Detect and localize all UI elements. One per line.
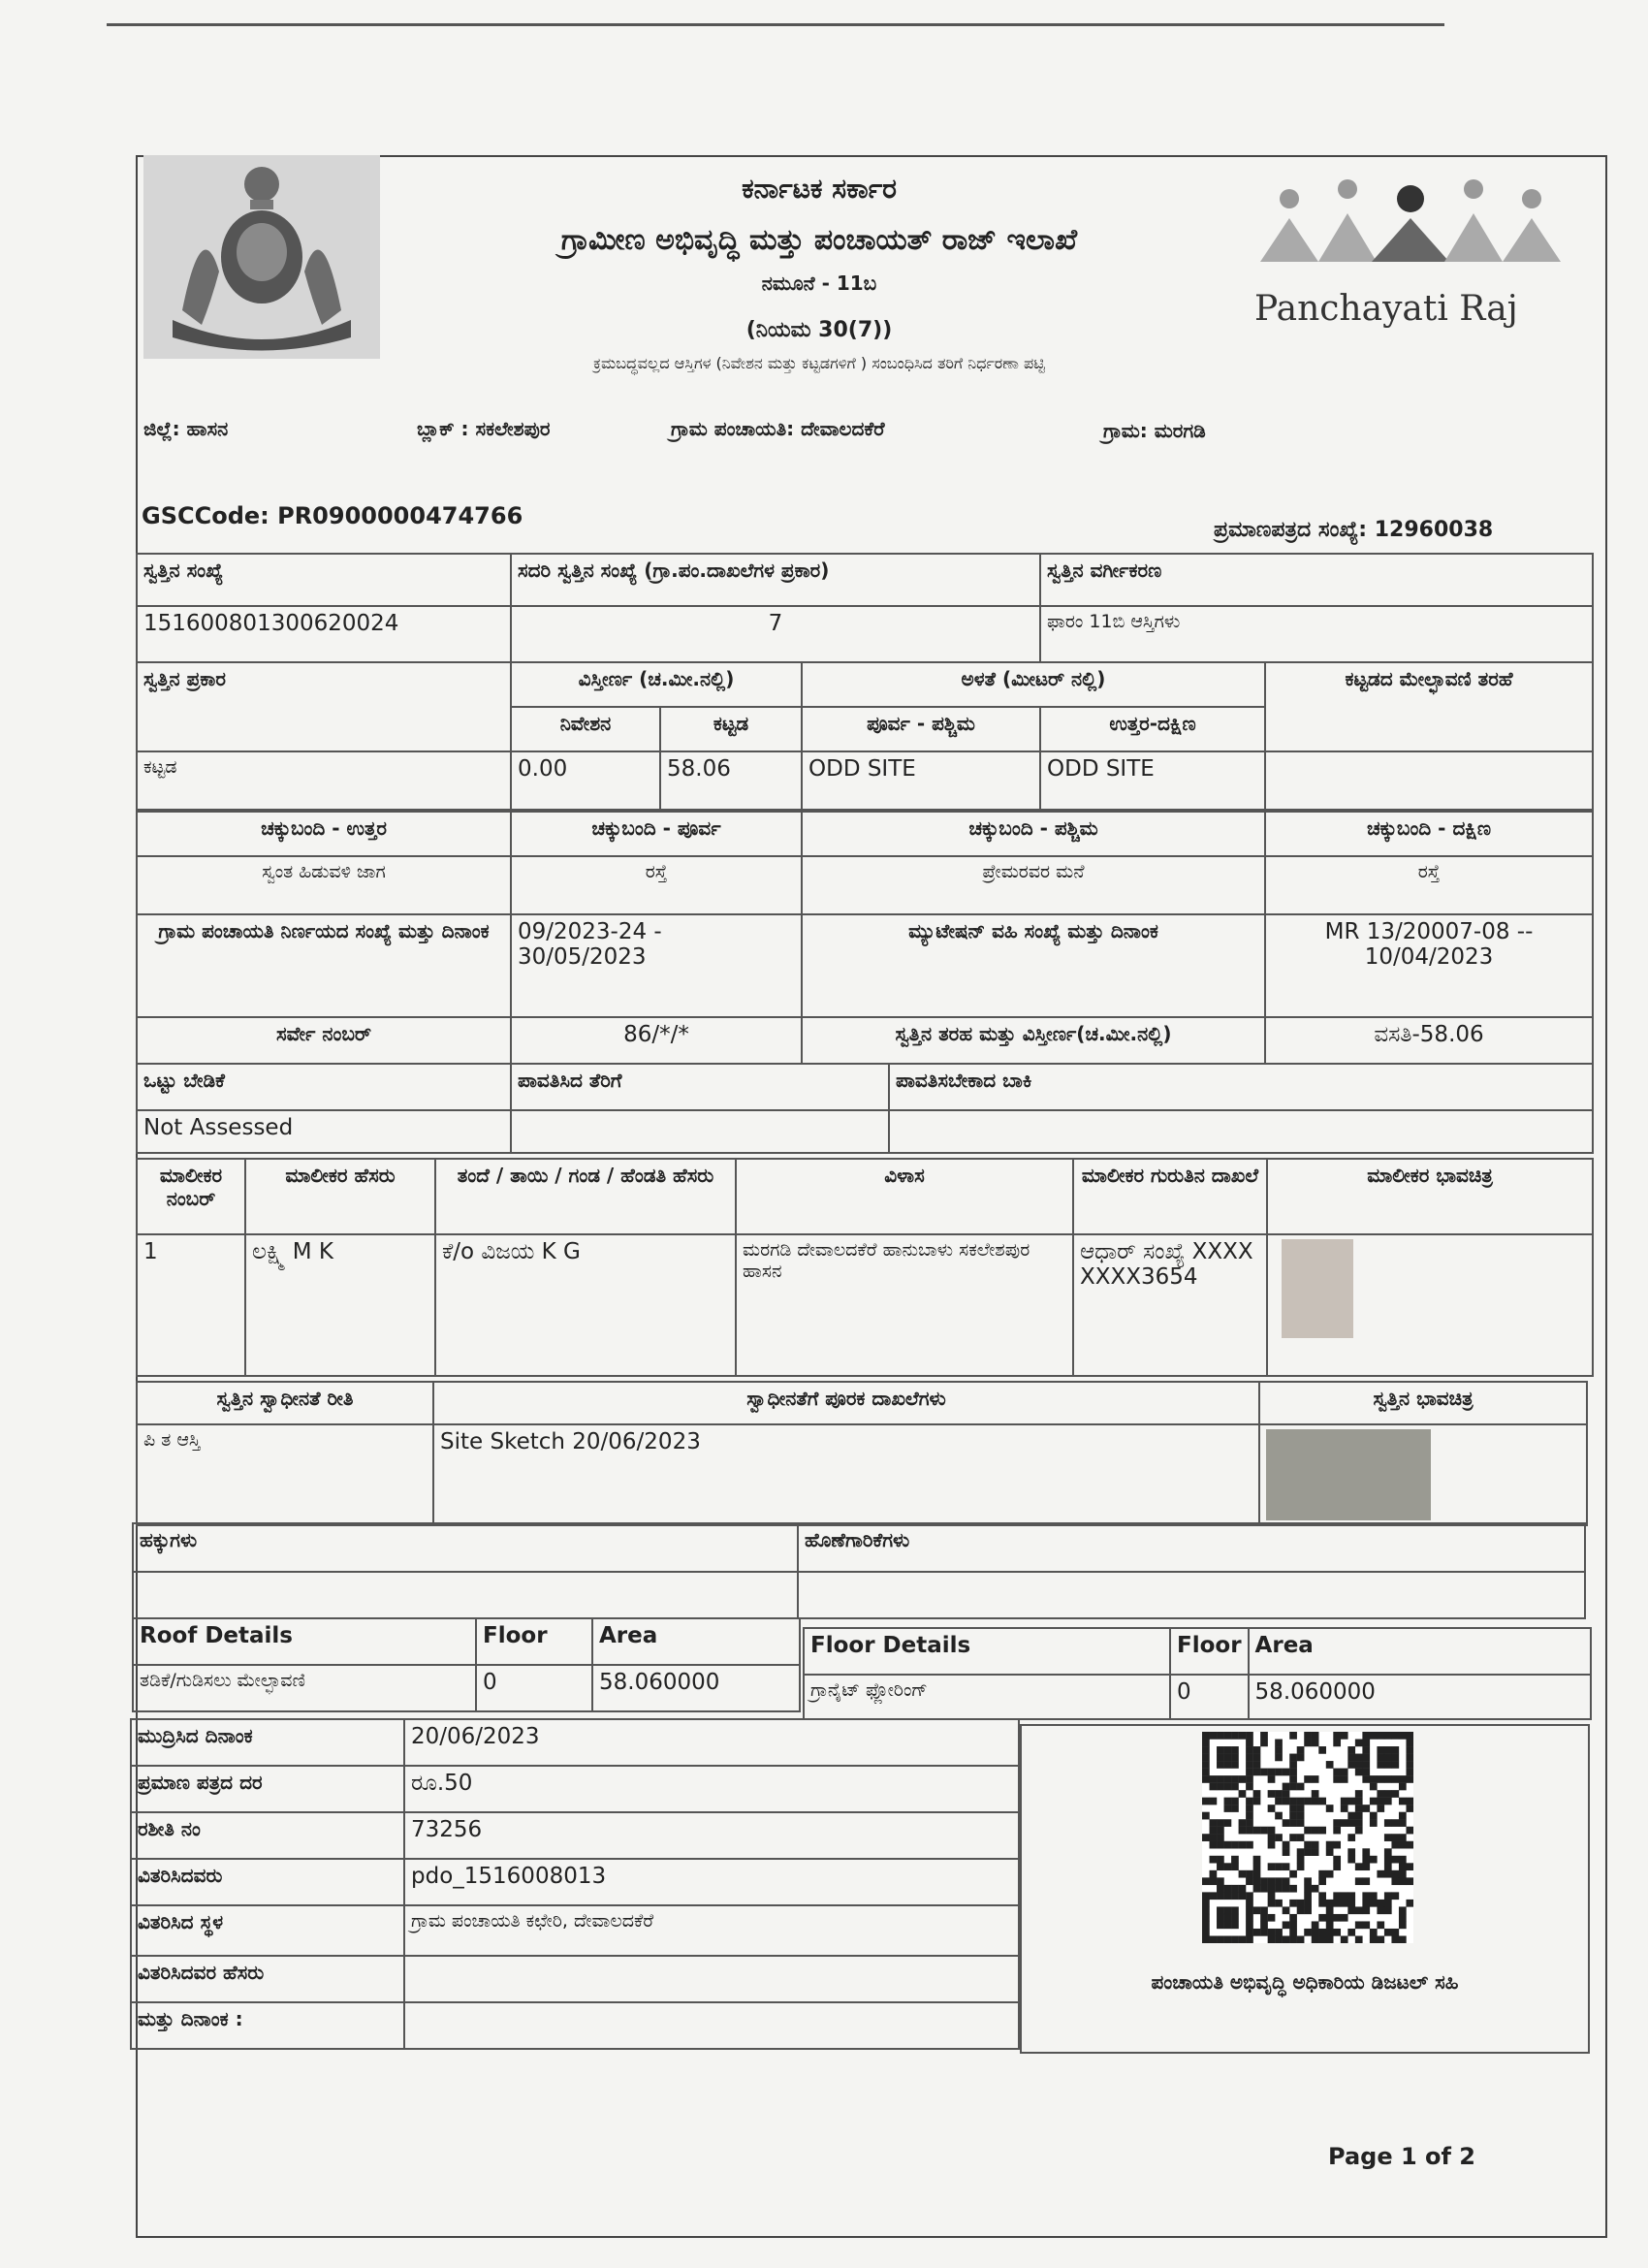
- karnataka-emblem: [143, 155, 380, 359]
- survey-value: 86/*/*: [511, 1017, 802, 1064]
- sadari-no-label: ಸದರಿ ಸ್ವತ್ತಿನ ಸಂಖ್ಯೆ (ಗ್ರಾ.ಪಂ.ದಾಖಲೆಗಳ ಪ್ರಕಾರ): [511, 554, 1040, 606]
- mutation-label: ಮ್ಯುಟೇಷನ್ ವಹಿ ಸಂಖ್ಯೆ ಮತ್ತು ದಿನಾಂಕ: [802, 914, 1265, 1017]
- rights-label: ಹಕ್ಕುಗಳು: [133, 1523, 798, 1572]
- building-label: ಕಟ್ಟಡ: [660, 707, 802, 751]
- sadari-no-value: 7: [511, 606, 1040, 662]
- site-area-value: 0.00: [511, 751, 660, 810]
- north-boundary-value: ಸ್ವಂತ ಹಿಡುವಳಿ ಜಾಗ: [137, 856, 511, 914]
- panchayati-raj-text: Panchayati Raj: [1254, 289, 1518, 329]
- survey-label: ಸರ್ವೇ ನಂಬರ್: [137, 1017, 511, 1064]
- liabilities-value: [798, 1572, 1585, 1618]
- qr-code: [1202, 1732, 1413, 1943]
- floor-floor-value: 0: [1170, 1675, 1249, 1719]
- roof-floor-header: Floor: [476, 1618, 592, 1665]
- fee-value: ರೂ.50: [404, 1766, 1019, 1812]
- total-demand-value: Not Assessed: [137, 1110, 511, 1153]
- balance-value: [889, 1110, 1593, 1153]
- rights-value: [133, 1572, 798, 1618]
- roof-details-table: [132, 1617, 801, 1712]
- printed-date-value: 20/06/2023: [404, 1719, 1019, 1766]
- classification-value: ಫಾರಂ 11ಬಿ ಆಸ್ತಿಗಳು: [1040, 606, 1593, 662]
- block: ಬ್ಲಾಕ್ : ಸಕಲೇಶಪುರ: [417, 417, 551, 440]
- top-rule: [107, 23, 1444, 26]
- property-photo-label: ಸ್ವತ್ತಿನ ಭಾವಚಿತ್ರ: [1259, 1382, 1587, 1424]
- property-photo: [1266, 1429, 1431, 1520]
- area-label: ವಿಸ್ತೀರ್ಣ (ಚ.ಮೀ.ನಲ್ಲಿ): [511, 662, 802, 707]
- survey-table: [136, 1016, 1594, 1065]
- owner-address-value: ಮರಗಡಿ ದೇವಾಲದಕೆರೆ ಹಾನುಬಾಳು ಸಕಲೇಶಪುರ ಹಾಸನ: [736, 1234, 1073, 1376]
- floor-area-value: 58.060000: [1249, 1675, 1591, 1719]
- issuer-name-label: ವಿತರಿಸಿದವರ ಹೆಸರು: [131, 1956, 404, 2002]
- floor-area-header: Area: [1249, 1628, 1591, 1675]
- west-boundary-label: ಚಕ್ಕುಬಂದಿ - ಪಶ್ಚಿಮ: [802, 812, 1265, 856]
- south-boundary-value: ರಸ್ತೆ: [1265, 856, 1593, 914]
- north-south-value: ODD SITE: [1040, 751, 1265, 810]
- type-area-label: ಸ್ವತ್ತಿನ ತರಹ ಮತ್ತು ವಿಸ್ತೀರ್ಣ(ಚ.ಮೀ.ನಲ್ಲಿ): [802, 1017, 1265, 1064]
- tax-table: [136, 1063, 1594, 1154]
- balance-label: ಪಾವತಿಸಬೇಕಾದ ಬಾಕಿ: [889, 1064, 1593, 1110]
- decision-label: ಗ್ರಾಮ ಪಂಚಾಯತಿ ನಿರ್ಣಯದ ಸಂಖ್ಯೆ ಮತ್ತು ದಿನಾಂಕ: [137, 914, 511, 1017]
- issue-place-value: ಗ್ರಾಮ ಪಂಚಾಯತಿ ಕಛೇರಿ, ದೇವಾಲದಕೆರೆ: [404, 1905, 1019, 1956]
- issuer-name-value: [404, 1956, 1019, 2002]
- owner-id-value: ಆಧಾರ್ ಸಂಖ್ಯೆ XXXXXXXX3654: [1073, 1234, 1267, 1376]
- floor-floor-header: Floor: [1170, 1628, 1249, 1675]
- site-label: ನಿವೇಶನ: [511, 707, 660, 751]
- west-boundary-value: ಪ್ರೇಮರವರ ಮನೆ: [802, 856, 1265, 914]
- department-title: ಗ್ರಾಮೀಣ ಅಭಿವೃದ್ಧಿ ಮತ್ತು ಪಂಚಾಯತ್ ರಾಜ್ ಇಲಾಖೆ: [560, 223, 1078, 257]
- east-boundary-label: ಚಕ್ಕುಬಂದಿ - ಪೂರ್ವ: [511, 812, 802, 856]
- issue-date-value: [404, 2002, 1019, 2049]
- property-type-table: [136, 661, 1594, 811]
- receipt-label: ರಶೀತಿ ನಂ: [131, 1812, 404, 1859]
- issued-by-value: pdo_1516008013: [404, 1859, 1019, 1905]
- property-no-value: 151600801300620024: [137, 606, 511, 662]
- floor-details-header: Floor Details: [804, 1628, 1170, 1675]
- boundaries-table: [136, 811, 1594, 915]
- gsc-code: GSCCode: PR0900000474766: [142, 502, 523, 529]
- panchayati-raj-logo: [1251, 175, 1570, 349]
- tax-paid-label: ಪಾವತಿಸಿದ ತೆರಿಗೆ: [511, 1064, 889, 1110]
- classification-label: ಸ್ವತ್ತಿನ ವರ್ಗೀಕರಣ: [1040, 554, 1593, 606]
- acquisition-docs-label: ಸ್ವಾಧೀನತೆಗೆ ಪೂರಕ ದಾಖಲೆಗಳು: [433, 1382, 1259, 1424]
- property-type-value: ಕಟ್ಟಡ: [137, 751, 511, 810]
- form-name: ನಮೂನೆ - 11ಬ: [761, 272, 877, 295]
- acquisition-mode-label: ಸ್ವತ್ತಿನ ಸ್ವಾಧೀನತೆ ರೀತಿ: [137, 1382, 433, 1424]
- building-area-value: 58.06: [660, 751, 802, 810]
- gram-panchayat: ಗ್ರಾಮ ಪಂಚಾಯತಿ: ದೇವಾಲದಕೆರೆ: [671, 417, 885, 440]
- owner-parent-label: ತಂದೆ / ತಾಯಿ / ಗಂಡ / ಹೆಂಡತಿ ಹೆಸರು: [435, 1159, 736, 1234]
- east-boundary-value: ರಸ್ತೆ: [511, 856, 802, 914]
- property-type-label: ಸ್ವತ್ತಿನ ಪ್ರಕಾರ: [137, 662, 511, 751]
- owner-photo-label: ಮಾಲೀಕರ ಭಾವಚಿತ್ರ: [1267, 1159, 1593, 1234]
- floor-type-value: ಗ್ರಾನೈಟ್ ಫ್ಲೋರಿಂಗ್: [804, 1675, 1170, 1719]
- roof-floor-value: 0: [476, 1665, 592, 1711]
- acquisition-mode-value: ಪಿ ತ ಆಸ್ತಿ: [137, 1424, 433, 1525]
- owner-photo: [1282, 1239, 1353, 1338]
- page-number: Page 1 of 2: [1328, 2143, 1475, 2170]
- printed-date-label: ಮುದ್ರಿಸಿದ ದಿನಾಂಕ: [131, 1719, 404, 1766]
- mutation-value: MR 13/20007-08 -- 10/04/2023: [1265, 914, 1593, 1017]
- village: ಗ್ರಾಮ: ಮರಗಡಿ: [1103, 419, 1206, 442]
- south-boundary-label: ಚಕ್ಕುಬಂದಿ - ದಕ್ಷಿಣ: [1265, 812, 1593, 856]
- dimension-label: ಅಳತೆ (ಮೀಟರ್ ನಲ್ಲಿ): [802, 662, 1265, 707]
- district: ಜಿಲ್ಲೆ: ಹಾಸನ: [143, 417, 229, 440]
- issued-by-label: ವಿತರಿಸಿದವರು: [131, 1859, 404, 1905]
- owner-parent-value: ಕೆ/o ವಿಜಯ K G: [435, 1234, 736, 1376]
- east-west-label: ಪೂರ್ವ - ಪಶ್ಚಿಮ: [802, 707, 1040, 751]
- type-area-value: ವಸತಿ-58.06: [1265, 1017, 1593, 1064]
- north-boundary-label: ಚಕ್ಕುಬಂದಿ - ಉತ್ತರ: [137, 812, 511, 856]
- owner-no-label: ಮಾಲೀಕರ ನಂಬರ್: [137, 1159, 245, 1234]
- form-subtitle: ಕ್ರಮಬದ್ಧವಲ್ಲದ ಆಸ್ತಿಗಳ (ನಿವೇಶನ ಮತ್ತು ಕಟ್ಟಡಗಳಿಗೆ ) ಸಂಬಂಧಿಸಿದ ತರಿಗೆ ನಿರ್ಧರಣಾ ಪಟ್ಟಿ: [593, 354, 1045, 372]
- owner-photo-cell: [1267, 1234, 1593, 1376]
- floor-details-table: [803, 1627, 1592, 1720]
- roof-area-header: Area: [592, 1618, 800, 1665]
- acquisition-table: [136, 1381, 1588, 1526]
- rule-ref: (ನಿಯಮ 30(7)): [745, 318, 893, 342]
- fee-label: ಪ್ರಮಾಣ ಪತ್ರದ ದರ: [131, 1766, 404, 1812]
- property-photo-cell: [1259, 1424, 1587, 1525]
- property-no-label: ಸ್ವತ್ತಿನ ಸಂಖ್ಯೆ: [137, 554, 511, 606]
- issue-table: [130, 1718, 1020, 2050]
- issue-date-label: ಮತ್ತು ದಿನಾಂಕ :: [131, 2002, 404, 2049]
- decision-value: 09/2023-24 - 30/05/2023: [511, 914, 802, 1017]
- owner-no-value: 1: [137, 1234, 245, 1376]
- digital-signature-caption: ಪಂಚಾಯತಿ ಅಭಿವೃದ್ಧಿ ಅಧಿಕಾರಿಯ ಡಿಜಟಲ್ ಸಹಿ: [1151, 1970, 1459, 1994]
- owner-id-label: ಮಾಲೀಕರ ಗುರುತಿನ ದಾಖಲೆ: [1073, 1159, 1267, 1234]
- owner-name-label: ಮಾಲೀಕರ ಹೆಸರು: [245, 1159, 435, 1234]
- receipt-value: 73256: [404, 1812, 1019, 1859]
- north-south-label: ಉತ್ತರ-ದಕ್ಷಿಣ: [1040, 707, 1265, 751]
- liabilities-label: ಹೊಣೆಗಾರಿಕೆಗಳು: [798, 1523, 1585, 1572]
- roof-type-value: ತಡಿಕೆ/ಗುಡಿಸಲು ಮೇಲ್ಛಾವಣಿ: [133, 1665, 476, 1711]
- roof-details-header: Roof Details: [133, 1618, 476, 1665]
- total-demand-label: ಒಟ್ಟು ಬೇಡಿಕೆ: [137, 1064, 511, 1110]
- govt-title: ಕರ್ನಾಟಕ ಸರ್ಕಾರ: [742, 173, 897, 205]
- acquisition-docs-value: Site Sketch 20/06/2023: [433, 1424, 1259, 1525]
- rights-table: [132, 1522, 1586, 1619]
- tax-paid-value: [511, 1110, 889, 1153]
- roof-area-value: 58.060000: [592, 1665, 800, 1711]
- east-west-value: ODD SITE: [802, 751, 1040, 810]
- roof-type-value: [1265, 751, 1593, 810]
- owner-table: [136, 1158, 1594, 1377]
- property-number-table: [136, 553, 1594, 663]
- decision-table: [136, 913, 1594, 1018]
- roof-type-label: ಕಟ್ಟಡದ ಮೇಲ್ಛಾವಣಿ ತರಹೆ: [1265, 662, 1593, 751]
- owner-address-label: ವಿಳಾಸ: [736, 1159, 1073, 1234]
- certificate-number: ಪ್ರಮಾಣಪತ್ರದ ಸಂಖ್ಯೆ: 12960038: [1214, 518, 1494, 542]
- owner-name-value: ಲಕ್ಷ್ಮಿ M K: [245, 1234, 435, 1376]
- issue-place-label: ವಿತರಿಸಿದ ಸ್ಥಳ: [131, 1905, 404, 1956]
